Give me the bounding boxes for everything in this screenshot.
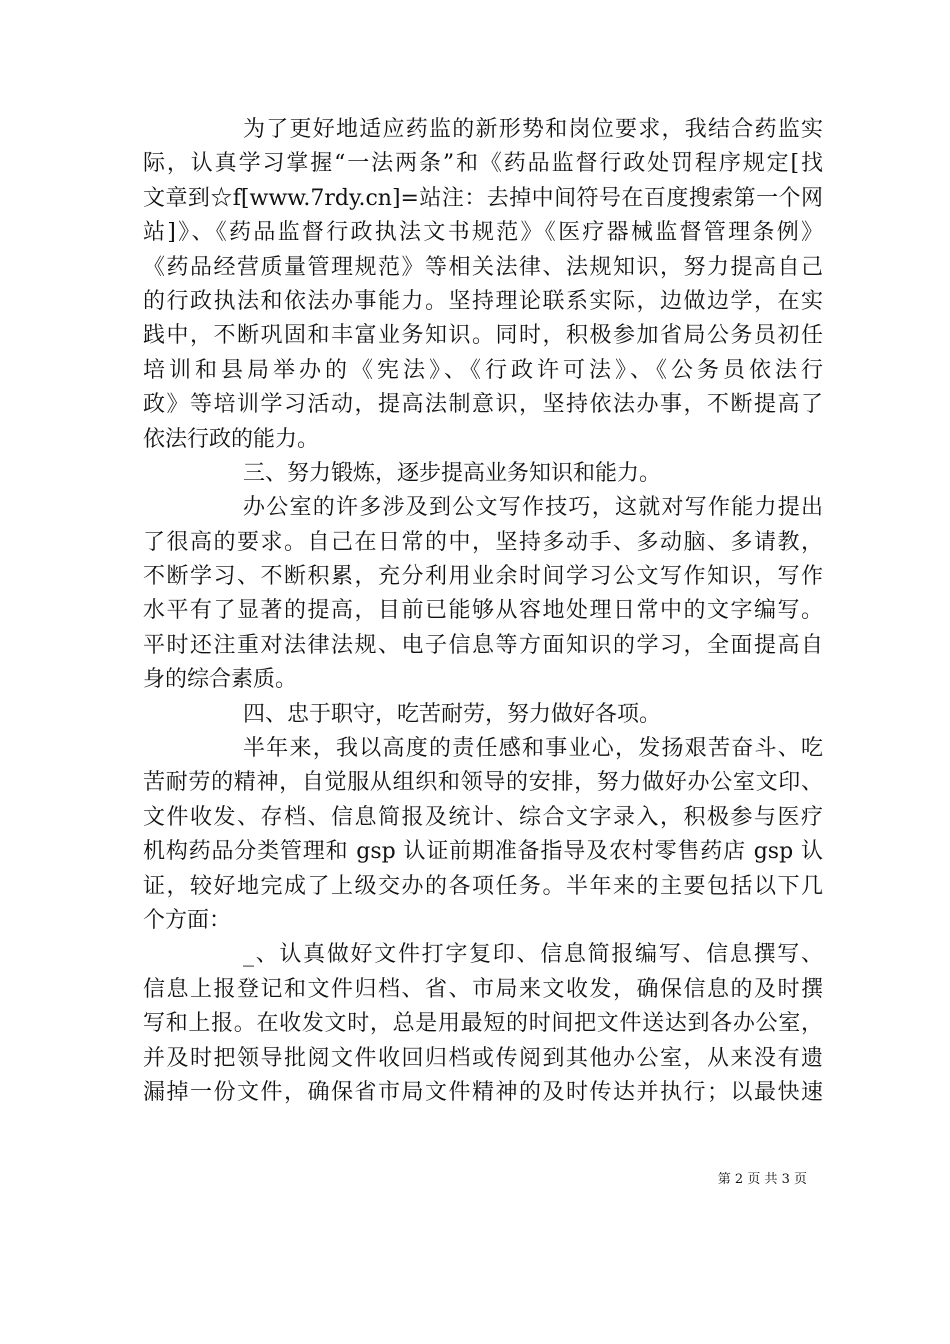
text-line: 水平有了显著的提高，目前已能够从容地处理日常中的文字编写。 [143, 598, 823, 624]
body-text [143, 113, 823, 1110]
text-line: 了很高的要求。自己在日常的中，坚持多动手、多动脑、多请教， [143, 529, 823, 555]
text-line: 半年来，我以高度的责任感和事业心，发扬艰苦奋斗、吃 [243, 736, 823, 762]
text-line: 个方面： [143, 907, 232, 933]
text-line: 三、努力锻炼，逐步提高业务知识和能力。 [243, 460, 662, 486]
text-line: 信息上报登记和文件归档、省、市局来文收发，确保信息的及时撰 [143, 976, 823, 1002]
text-line: 平时还注重对法律法规、电子信息等方面知识的学习，全面提高自 [143, 632, 823, 658]
page-number: 第 2 页 共 3 页 [717, 1172, 807, 1187]
text-line: 证，较好地完成了上级交办的各项任务。半年来的主要包括以下几 [143, 873, 823, 899]
text-line: 的行政执法和依法办事能力。坚持理论联系实际，边做边学，在实 [143, 288, 823, 314]
text-line: 写和上报。在收发文时，总是用最短的时间把文件送达到各办公室， [143, 1011, 823, 1037]
text-line: 漏掉一份文件，确保省市局文件精神的及时传达并执行；以最快速 [143, 1079, 823, 1105]
text-line: 不断学习、不断积累，充分利用业余时间学习公文写作知识，写作 [143, 564, 823, 590]
text-line: 际，认真学习掌握“一法两条”和《药品监督行政处罚程序规定[找 [143, 151, 823, 177]
text-line: 依法行政的能力。 [143, 426, 320, 452]
text-line: 培训和县局举办的《宪法》、《行政许可法》、《公务员依法行 [143, 357, 823, 383]
text-line: 文章到☆f[www.7rdy.cn]=站注：去掉中间符号在百度搜索第一个网 [143, 185, 823, 211]
text-line: 为了更好地适应药监的新形势和岗位要求，我结合药监实 [243, 117, 823, 142]
text-line: 《药品经营质量管理规范》等相关法律、法规知识，努力提高自己 [143, 254, 823, 280]
text-line: 苦耐劳的精神，自觉服从组织和领导的安排，努力做好办公室文印、 [143, 770, 823, 796]
text-line: 四、忠于职守，吃苦耐劳，努力做好各项。 [243, 701, 662, 727]
text-line: 践中，不断巩固和丰富业务知识。同时，积极参加省局公务员初任 [143, 323, 823, 349]
text-line: 站]》、《药品监督行政执法文书规范》《医疗器械监督管理条例》 [143, 220, 823, 246]
text-line: 并及时把领导批阅文件收回归档或传阅到其他办公室，从来没有遗 [143, 1045, 823, 1071]
text-line: 政》等培训学习活动，提高法制意识，坚持依法办事，不断提高了 [143, 392, 823, 418]
text-line: _、认真做好文件打字复印、信息简报编写、信息撰写、 [243, 942, 823, 968]
text-line: 文件收发、存档、信息简报及统计、综合文字录入，积极参与医疗 [143, 804, 823, 830]
text-line: 机构药品分类管理和 gsp 认证前期准备指导及农村零售药店 gsp 认 [143, 839, 823, 865]
text-line: 办公室的许多涉及到公文写作技巧，这就对写作能力提出 [243, 495, 823, 521]
text-line: 身的综合素质。 [143, 667, 298, 693]
